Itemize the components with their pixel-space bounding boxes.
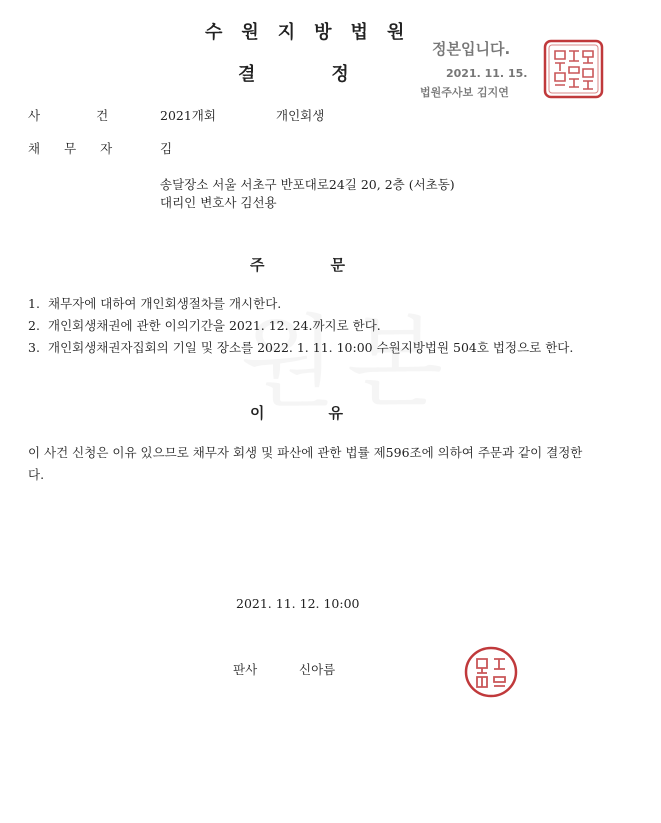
case-label: 사건 bbox=[28, 108, 165, 123]
case-number: 2021개회 bbox=[160, 108, 216, 123]
list-item: 2. 개인회생채권에 관한 이의기간을 2021. 12. 24.까지로 한다. bbox=[28, 318, 381, 333]
case-name: 개인회생 bbox=[276, 108, 325, 123]
list-item: 3. 개인회생채권자집회의 기일 및 장소를 2022. 1. 11. 10:00 수원지방법원 504호 법정으로 한다. bbox=[28, 340, 574, 355]
debtor-label: 채무자 bbox=[28, 141, 137, 156]
judge-seal-icon bbox=[463, 645, 519, 699]
service-address: 송달장소 서울 서초구 반포대로24길 20, 2층 (서초동) bbox=[160, 177, 455, 192]
debtor-name: 김 bbox=[160, 141, 173, 156]
certified-date: 2021. 11. 15. bbox=[446, 67, 528, 80]
court-seal-icon bbox=[543, 39, 604, 99]
certified-copy-label: 정본입니다. bbox=[432, 40, 511, 58]
judge-title: 판사 bbox=[233, 662, 258, 677]
court-name: 수원지방법원 bbox=[205, 22, 424, 43]
reason-text: 이 사건 신청은 이유 있으므로 채무자 회생 및 파산에 관한 법률 제596조에 의하여 주문과 같이 결정한다. bbox=[28, 445, 583, 482]
court-clerk: 법원주사보 김지연 bbox=[420, 86, 509, 99]
reason-heading: 이유 bbox=[250, 404, 407, 422]
judge-name: 신아름 bbox=[299, 662, 336, 677]
legal-agent: 대리인 변호사 김선용 bbox=[160, 195, 277, 210]
document-type: 결정 bbox=[238, 64, 425, 85]
order-heading: 주문 bbox=[250, 256, 411, 274]
order-list bbox=[28, 293, 588, 359]
decision-datetime: 2021. 11. 12. 10:00 bbox=[236, 596, 360, 611]
list-item: 1. 채무자에 대하여 개인회생절차를 개시한다. bbox=[28, 296, 282, 311]
